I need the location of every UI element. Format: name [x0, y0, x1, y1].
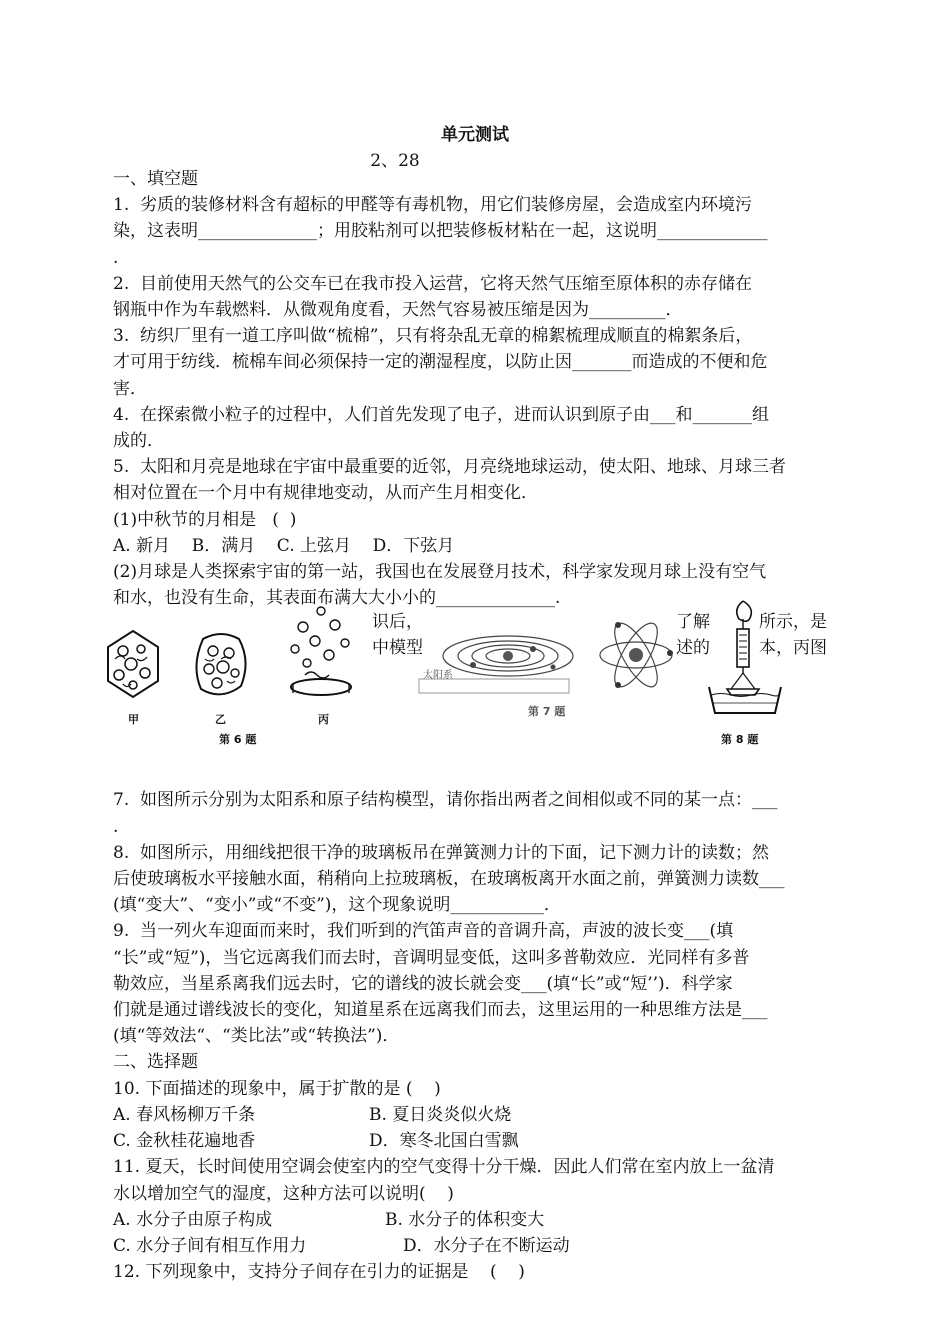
figure-6-caption: 第 6 题: [219, 733, 257, 747]
figure-row: [113, 611, 839, 761]
q9-line4: 们就是通过谱线波长的变化，知道星系在远离我们而去，这里运用的一种思维方法是___: [113, 1000, 768, 1021]
figure-8-caption: 第 8 题: [721, 733, 759, 747]
q11-line1: 11. 夏天，长时间使用空调会使室内的空气变得十分干燥．因此人们常在室内放上一盆清: [113, 1157, 775, 1178]
q4-line2: 成的．: [113, 431, 164, 452]
figure-8-spring-scale-apparatus: [703, 597, 787, 719]
q11-option-b: B. 水分子的体积变大: [385, 1209, 545, 1230]
q11-option-c: C. 水分子间有相互作用力: [113, 1235, 307, 1256]
q11-options-row2: [113, 1233, 839, 1259]
q10-options-row2: [113, 1128, 839, 1154]
q10-stem: 10. 下面描述的现象中，属于扩散的是 ( ): [113, 1078, 441, 1099]
q1-line1: 1. 劣质的装修材料含有超标的甲醛等有毒机物，用它们装修房屋，会造成室内环境污: [113, 195, 753, 216]
q5-part2-line1: (2)月球是人类探索宇宙的第一站，我国也在发展登月技术，科学家发现月球上没有空气: [113, 562, 767, 583]
q1-line3: .: [113, 247, 119, 268]
figure-7-atom-model: [596, 615, 676, 695]
q3-line3: 害．: [113, 378, 147, 399]
figure-6-bing-model: [285, 605, 357, 705]
q3-line2: 才可用于纺线．梳棉车间必须保持一定的潮湿程度，以防止因_______而造成的不便和危: [113, 352, 768, 373]
q10-option-a: A. 春风杨柳万千条: [113, 1104, 256, 1125]
figure-6-bing-label: 丙: [318, 713, 329, 727]
q8-line1: 8. 如图所示，用细线把很干净的玻璃板吊在弹簧测力计的下面，记下测力计的读数；然: [113, 842, 770, 863]
q4-line1: 4. 在探索微小粒子的过程中，人们首先发现了电子，进而认识到原子由___和_______组: [113, 404, 770, 425]
figure-7-solar-label: 太阳系: [423, 670, 453, 682]
q2-line1: 2. 目前使用天然气的公交车已在我市投入运营，它将天然气压缩至原体积的赤存储在: [113, 273, 753, 294]
q8-line2: 后使玻璃板水平接触水面，稍稍向上拉玻璃板，在玻璃板离开水面之前，弹簧测力读数___: [113, 869, 785, 890]
q7-line1: 7. 如图所示分别为太阳系和原子结构模型，请你指出两者之间相似或不同的某一点：___: [113, 790, 778, 811]
figure-7-caption: 第 7 题: [528, 705, 566, 719]
q10-option-d: D．寒冬北国白雪飘: [369, 1131, 519, 1152]
q11-line2: 水以增加空气的湿度，这种方法可以说明( ): [113, 1183, 454, 1204]
q11-option-d: D．水分子在不断运动: [403, 1235, 570, 1256]
q6-fragment-e: 所示，是: [759, 609, 827, 635]
q9-line3: 勒效应，当星系离我们远去时，它的谱线的波长就会变___(填“长”或“短’’)．科学家: [113, 973, 733, 994]
q1-line2: 染，这表明______________；用胶粘剂可以把装修板材粘在一起，这说明_____________: [113, 221, 768, 242]
q6-fragment-a: 识后，: [372, 609, 423, 635]
q5-part2-line2: 和水，也没有生命，其表面布满大大小小的______________.: [113, 588, 561, 609]
q9-line2: “长”或“短”)，当它远离我们而去时，音调明显变低，这叫多普勒效应．光同样有多普: [113, 947, 750, 968]
q5-part1: (1)中秋节的月相是 ( ): [113, 509, 297, 530]
q3-line1: 3. 纺织厂里有一道工序叫做“梳棉”，只有将杂乱无章的棉絮梳理成顺直的棉絮条后，: [113, 326, 753, 347]
section-heading-fill: 一、填空题: [113, 169, 198, 189]
q11-option-a: A. 水分子由原子构成: [113, 1209, 273, 1230]
q10-option-b: B. 夏日炎炎似火烧: [369, 1104, 512, 1125]
page-title: 单元测试: [441, 125, 509, 145]
q10-option-c: C. 金秋桂花遍地香: [113, 1131, 256, 1152]
figure-6-yi-label: 乙: [215, 713, 226, 727]
section-heading-choice: 二、选择题: [113, 1052, 198, 1073]
spacer: [113, 761, 839, 787]
figure-6-jia-label: 甲: [128, 713, 139, 727]
q5-line1: 5. 太阳和月亮是地球在宇宙中最重要的近邻，月亮绕地球运动，使太阳、地球、月球三者: [113, 457, 787, 478]
q5-line2: 相对位置在一个月中有规律地变动，从而产生月相变化．: [113, 483, 538, 504]
q11-options-row1: [113, 1207, 839, 1233]
q6-fragment-b: 中模型: [372, 635, 423, 661]
q6-fragment-f: 本，丙图: [759, 635, 827, 661]
q9-line1: 9. 当一列火车迎面而来时，我们听到的汽笛声音的音调升高，声波的波长变___(填: [113, 921, 734, 942]
q6-fragment-d: 述的: [676, 635, 710, 661]
q7-line2: .: [113, 816, 119, 837]
document-body: [113, 166, 839, 1285]
page-subtitle: 2、28: [370, 151, 420, 171]
q10-options-row1: [113, 1102, 839, 1128]
q8-line3: (填“变大”、“变小”或“不变”)，这个现象说明___________．: [113, 895, 561, 916]
q6-fragment-c: 了解: [676, 609, 710, 635]
q9-line5: (填“等效法“、“类比法”或“转换法”)．: [113, 1026, 400, 1047]
figure-6-jia-model: [103, 629, 163, 701]
q12-stem: 12. 下列现象中，支持分子间存在引力的证据是 ( ): [113, 1262, 525, 1283]
q5-part1-options: A. 新月 B．满月 C. 上弦月 D．下弦月: [113, 535, 455, 556]
figure-6-yi-model: [191, 631, 251, 701]
q2-line2: 钢瓶中作为车载燃料．从微观角度看，天然气容易被压缩是因为_________．: [113, 300, 683, 321]
